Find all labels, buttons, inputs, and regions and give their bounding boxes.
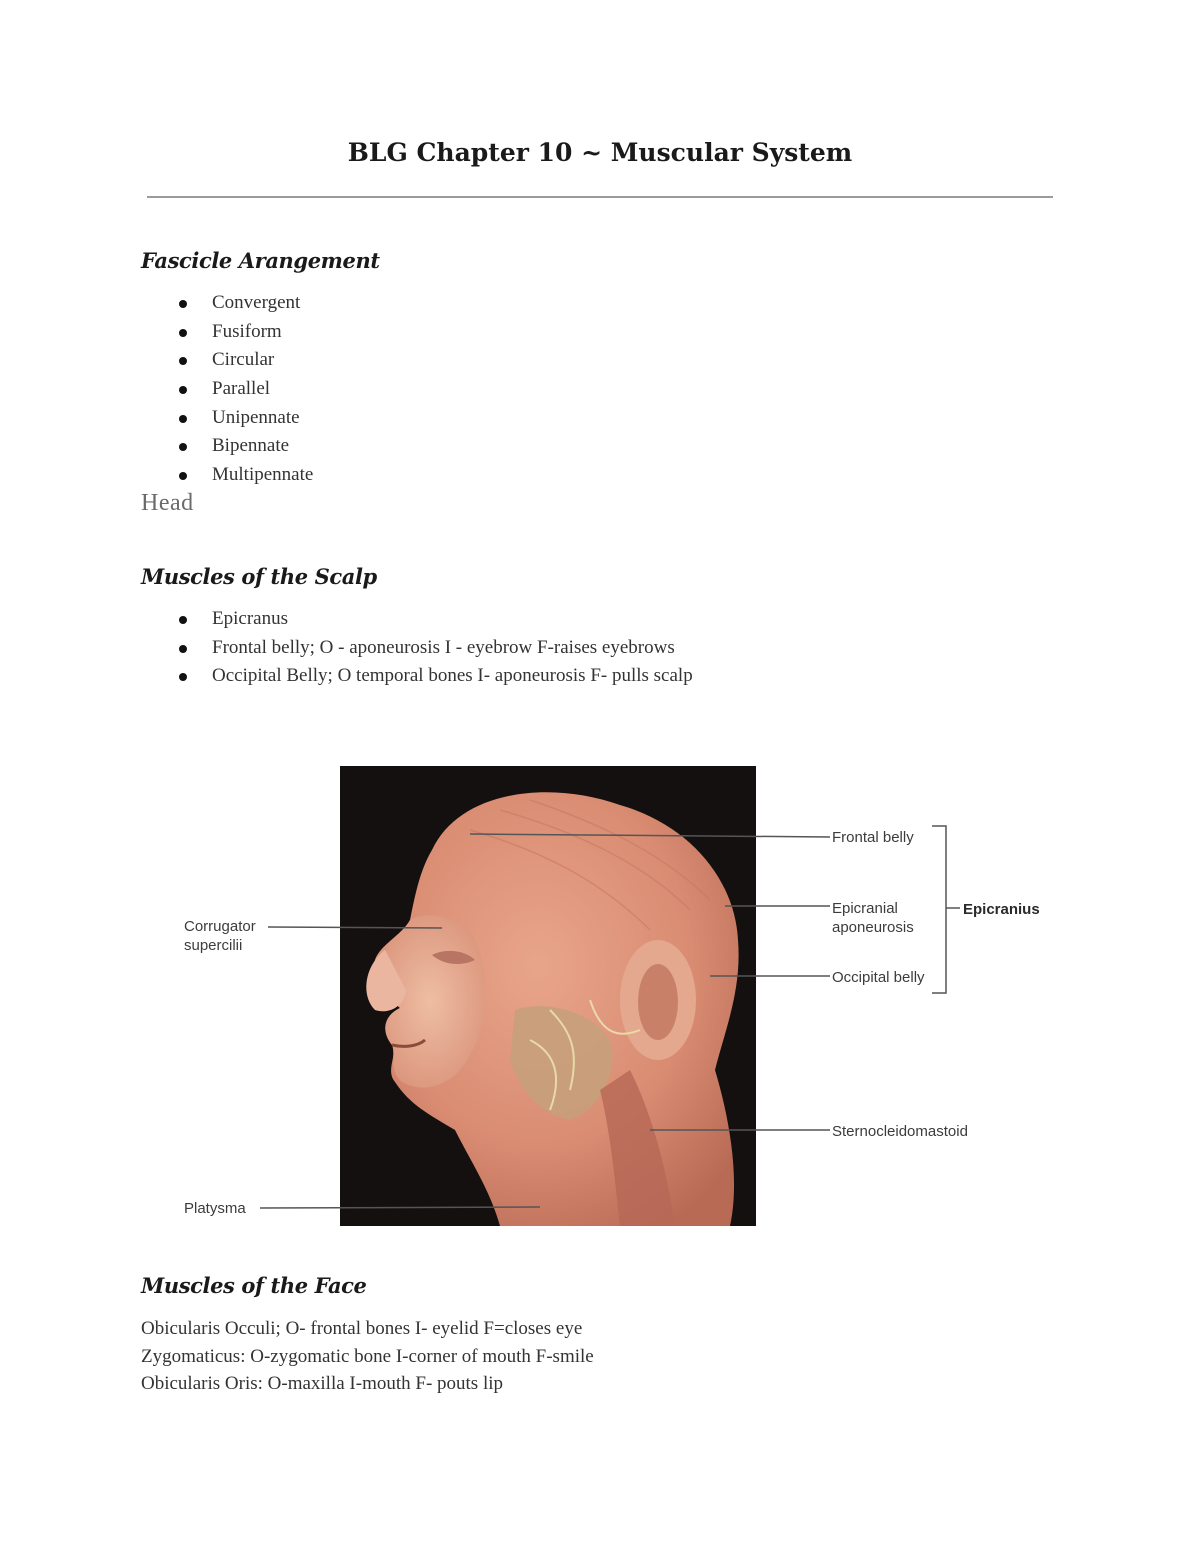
list-item: Frontal belly; O - aponeurosis I - eyebrow F-raises eyebrows [0,634,693,663]
heading-fascicle: Fascicle Arangement [141,248,380,273]
label-epicranial-2: aponeurosis [832,919,914,936]
list-item: Parallel [0,375,313,404]
list-item: Multipennate [0,461,313,490]
head-label: Head [141,490,194,516]
scalp-list [0,605,693,691]
title-divider [147,196,1053,198]
label-sternocleidomastoid: Sternocleidomastoid [832,1123,968,1140]
text-line: Obicularis Oris: O-maxilla I-mouth F- pouts lip [141,1373,504,1395]
list-item: Convergent [0,289,313,318]
label-corrugator-1: Corrugator [184,918,256,935]
list-item: Occipital Belly; O temporal bones I- aponeurosis F- pulls scalp [0,662,693,691]
label-epicranial-1: Epicranial [832,900,898,917]
heading-scalp: Muscles of the Scalp [141,564,377,589]
label-occipital-belly: Occipital belly [832,969,925,986]
list-item: Bipennate [0,432,313,461]
text-line: Obicularis Occuli; O- frontal bones I- eyelid F=closes eye [141,1318,583,1339]
page-title: BLG Chapter 10 ~ Muscular System [347,138,853,167]
text-line: Zygomaticus: O-zygomatic bone I-corner of mouth F-smile [141,1345,594,1367]
list-item: Epicranus [0,605,693,634]
face-muscle-lines [141,1315,594,1398]
anatomy-figure [170,710,1070,1240]
heading-face: Muscles of the Face [141,1273,367,1298]
list-item: Unipennate [0,404,313,433]
list-item: Fusiform [0,318,313,347]
list-item: Circular [0,346,313,375]
label-corrugator-2: supercilii [184,937,243,954]
label-platysma: Platysma [184,1200,246,1217]
label-frontal-belly: Frontal belly [832,829,914,846]
label-epicranius: Epicranius [963,901,1040,918]
fascicle-list [0,289,313,490]
